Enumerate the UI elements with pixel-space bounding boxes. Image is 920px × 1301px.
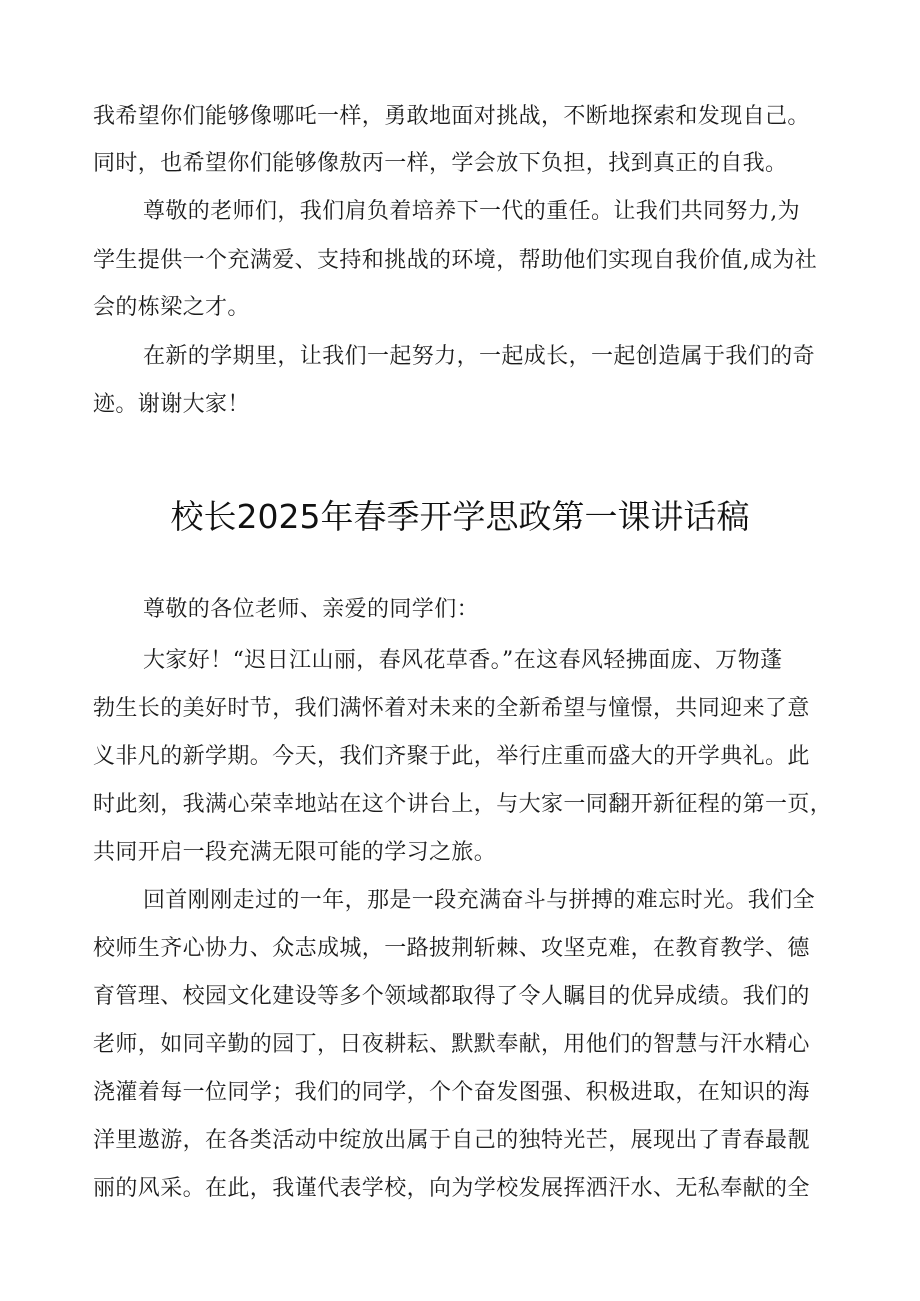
text-line: 回首刚刚走过的一年，那是一段充满奋斗与拼搏的难忘时光。我们全 (143, 888, 816, 913)
text-line: 浇灌着每一位同学；我们的同学，个个奋发图强、积极进取，在知识的海 (93, 1080, 810, 1105)
salutation: 尊敬的各位老师、亲爱的同学们： (143, 597, 480, 622)
text-line: 会的栋梁之才。 (93, 295, 250, 320)
text-line: 老师，如同辛勤的园丁，日夜耕耘、默默奉献，用他们的智慧与汗水精心 (93, 1032, 810, 1057)
text-line: 勃生长的美好时节，我们满怀着对未来的全新希望与憧憬，共同迎来了意 (93, 696, 810, 721)
text-line: 学生提供一个充满爱、支持和挑战的环境，帮助他们实现自我价值,成为社 (93, 248, 818, 273)
text-line: 迹。谢谢大家！ (93, 392, 250, 417)
text-line: 我希望你们能够像哪吒一样，勇敢地面对挑战，不断地探索和发现自己。 (93, 104, 810, 129)
text-line: 育管理、校园文化建设等多个领域都取得了令人瞩目的优异成绩。我们的 (93, 984, 810, 1009)
text-line: 尊敬的老师们，我们肩负着培养下一代的重任。让我们共同努力,为 (143, 199, 800, 224)
text-line: 义非凡的新学期。今天，我们齐聚于此，举行庄重而盛大的开学典礼。此 (93, 744, 810, 769)
text-line: 洋里遨游，在各类活动中绽放出属于自己的独特光芒，展现出了青春最靓 (93, 1128, 810, 1153)
document-title: 校长2025年春季开学思政第一课讲话稿 (170, 497, 750, 536)
text-line: 在新的学期里，让我们一起努力，一起成长，一起创造属于我们的奇 (143, 344, 816, 369)
text-line: 同时，也希望你们能够像敖丙一样，学会放下负担，找到真正的自我。 (93, 151, 788, 176)
text-line: 共同开启一段充满无限可能的学习之旅。 (93, 840, 497, 865)
text-line: 丽的风采。在此，我谨代表学校，向为学校发展挥洒汗水、无私奉献的全 (93, 1176, 810, 1201)
text-line: 大家好！“迟日江山丽，春风花草香。”在这春风轻拂面庞、万物蓬 (143, 648, 783, 673)
text-line: 校师生齐心协力、众志成城，一路披荆斩棘、攻坚克难，在教育教学、德 (93, 936, 810, 961)
text-line: 时此刻，我满心荣幸地站在这个讲台上，与大家一同翻开新征程的第一页， (93, 792, 833, 817)
